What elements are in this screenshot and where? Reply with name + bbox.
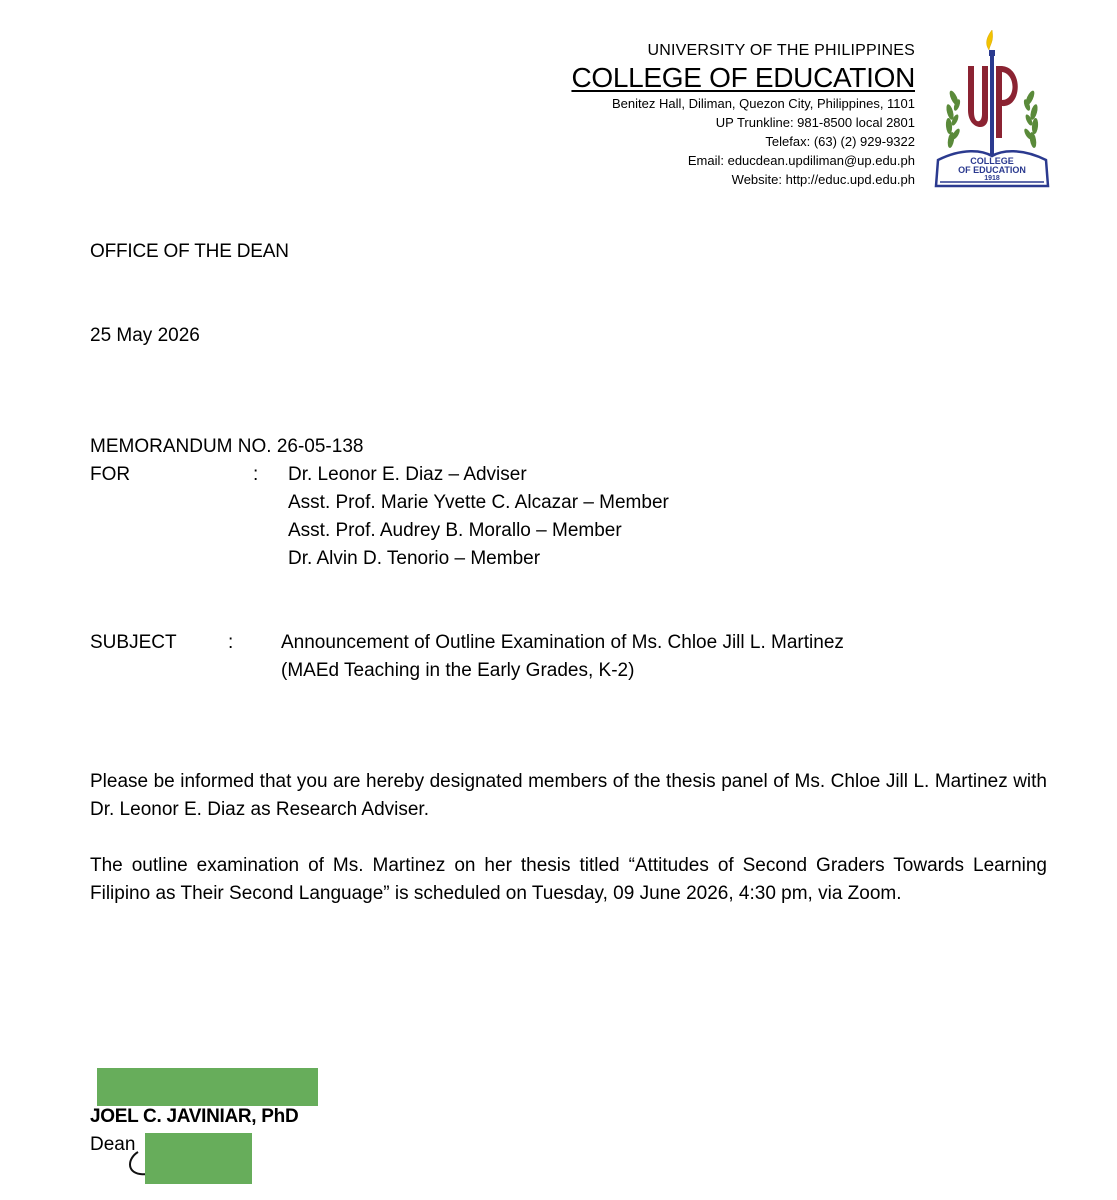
telefax-line: Telefax: (63) (2) 929-9322 [765, 134, 915, 149]
seal-text-year: 1918 [984, 175, 1000, 182]
letterhead [571, 40, 915, 189]
memo-number: MEMORANDUM NO. 26-05-138 [90, 436, 364, 457]
subject-line-2: (MAEd Teaching in the Early Grades, K-2) [281, 660, 635, 681]
recipient-item: Asst. Prof. Audrey B. Morallo – Member [288, 520, 622, 541]
subject-line-1: Announcement of Outline Examination of Ms. Chloe Jill L. Martinez [281, 632, 844, 653]
recipient-item: Asst. Prof. Marie Yvette C. Alcazar – Member [288, 492, 669, 513]
signature-redaction-2 [145, 1133, 252, 1184]
seal-text-of-education: OF EDUCATION [958, 165, 1026, 175]
college-name: COLLEGE OF EDUCATION [571, 62, 915, 93]
for-label: FOR [90, 464, 131, 485]
address-line: Benitez Hall, Diliman, Quezon City, Philippines, 1101 [612, 96, 915, 111]
website-line: Website: http://educ.upd.edu.ph [731, 172, 915, 187]
university-name: UNIVERSITY OF THE PHILIPPINES [647, 42, 915, 59]
recipient-item: Dr. Alvin D. Tenorio – Member [288, 548, 541, 569]
for-colon: : [253, 464, 259, 485]
seal-text-college: COLLEGE [970, 156, 1014, 166]
body-paragraph-2: The outline examination of Ms. Martinez on her thesis titled “Attitudes of Second Graders Towards Learning Filipino as Their Second Language” is scheduled on Tuesday, 09 June 2026, 4:30 pm, via Zoom. [90, 855, 1047, 904]
up-college-of-education-seal-icon [932, 28, 1052, 192]
subject-colon: : [228, 632, 234, 653]
recipient-list [288, 461, 669, 573]
office-heading: OFFICE OF THE DEAN [90, 241, 289, 262]
subject-text [281, 629, 844, 685]
trunkline-line: UP Trunkline: 981-8500 local 2801 [715, 115, 915, 130]
signatory-name: JOEL C. JAVINIAR, PhD [90, 1106, 299, 1127]
signatory-title: Dean [90, 1134, 136, 1155]
email-line: Email: educdean.updiliman@up.edu.ph [687, 153, 915, 168]
subject-label: SUBJECT [90, 632, 177, 653]
recipient-item: Dr. Leonor E. Diaz – Adviser [288, 464, 527, 485]
memo-date: 25 May 2026 [90, 325, 200, 346]
signature-redaction [97, 1068, 318, 1106]
body-paragraph-1: Please be informed that you are hereby designated members of the thesis panel of Ms. Chloe Jill L. Martinez with Dr. Leonor E. Diaz as Research Adviser. [90, 771, 1047, 820]
